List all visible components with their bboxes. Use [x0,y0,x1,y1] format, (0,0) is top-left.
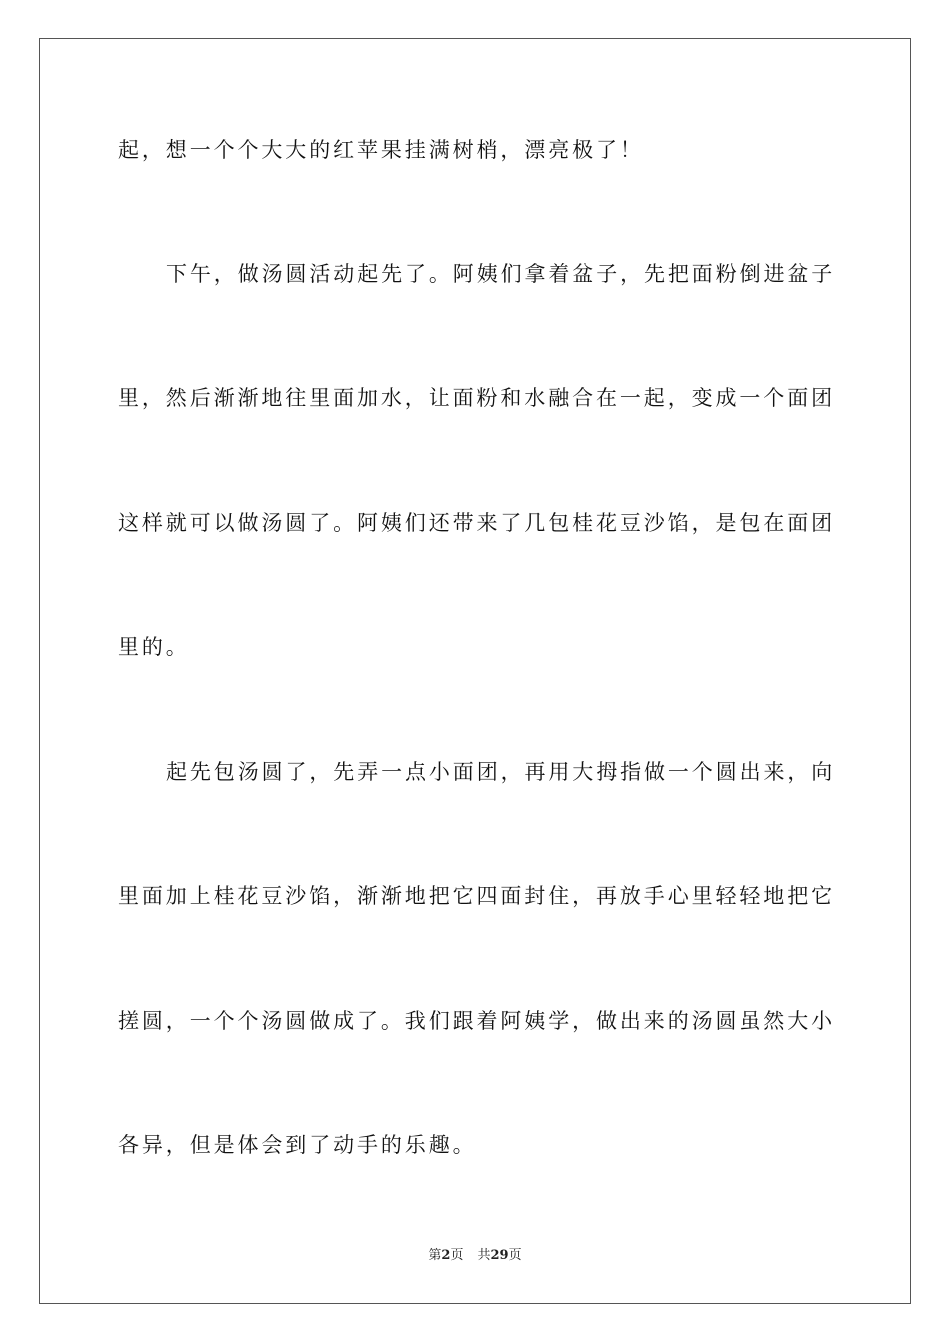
text-line-7: 里面加上桂花豆沙馅，渐渐地把它四面封住，再放手心里轻轻地把它 [118,884,835,908]
total-prefix: 共 [477,1248,491,1263]
text-line-5: 里的。 [118,635,190,659]
page-suffix: 页 [450,1248,464,1263]
text-line-2: 下午，做汤圆活动起先了。阿姨们拿着盆子，先把面粉倒进盆子 [166,262,836,286]
text-line-9: 各异，但是体会到了动手的乐趣。 [118,1133,477,1157]
text-line-8: 搓圆，一个个汤圆做成了。我们跟着阿姨学，做出来的汤圆虽然大小 [118,1009,835,1033]
text-line-4: 这样就可以做汤圆了。阿姨们还带来了几包桂花豆沙馅，是包在面团 [118,511,835,535]
page-footer [0,1247,950,1265]
total-pages: 29 [490,1248,509,1263]
text-line-1: 起，想一个个大大的红苹果挂满树梢，漂亮极了！ [118,138,644,162]
page-prefix: 第 [428,1248,442,1263]
page-frame [39,38,911,1304]
text-line-3: 里，然后渐渐地往里面加水，让面粉和水融合在一起，变成一个面团 [118,386,835,410]
text-line-6: 起先包汤圆了，先弄一点小面团，再用大拇指做一个圆出来，向 [166,760,836,784]
total-suffix: 页 [508,1248,522,1263]
page-number: 2 [441,1248,451,1263]
